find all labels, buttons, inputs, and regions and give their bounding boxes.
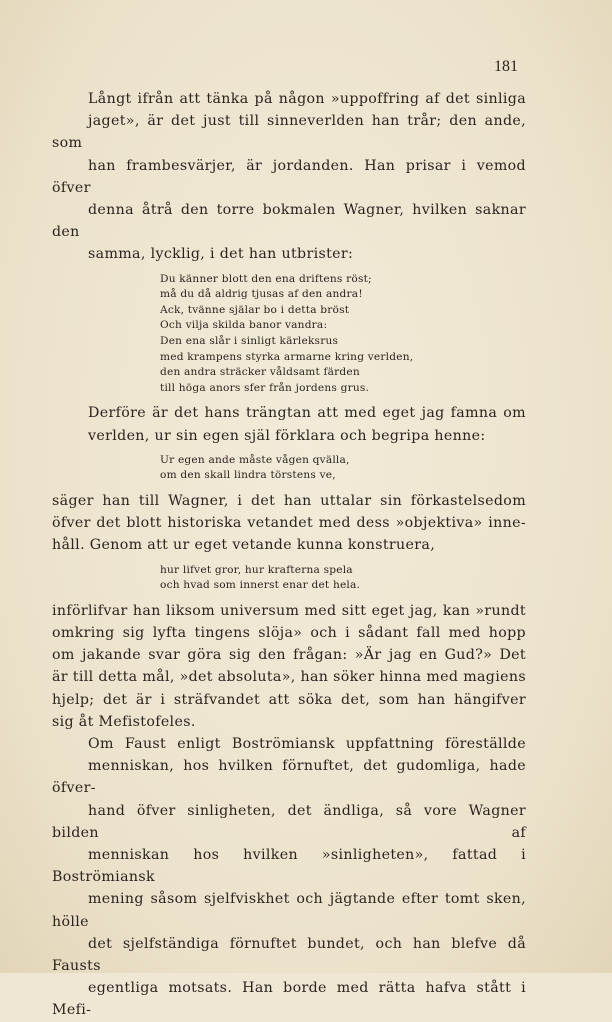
page-number: 181 [494,58,518,75]
text-line: införlifvar han liksom universum med sitt eget jag, kan »rundt [52,602,526,619]
verse-line: Den ena slår i sinligt kärleksrus [160,335,339,347]
paragraph-4 [52,600,526,733]
text-line: det sjelfständiga förnuftet bundet, och han blefve då Fausts [52,935,526,975]
verse-line: Ack, tvänne själar bo i detta bröst [160,303,350,316]
text-line: om jakande svar göra sig den frågan: »Är jag en Gud?» Det [52,647,526,664]
verse-quote-1 [160,272,526,397]
text-line: han frambesvärjer, är jordanden. Han prisar i vemod öfver [52,157,526,196]
verse-line: om den skall lindra törstens ve, [160,469,336,482]
verse-line: och hvad som innerst enar det hela. [160,579,361,592]
verse-line: med krampens styrka armarne kring verlden, [160,350,414,363]
text-line: håll. Genom att ur eget vetande kunna konstruera, [52,537,436,554]
text-line: samma, lycklig, i det han utbrister: [88,246,354,263]
paragraph-2 [52,402,526,446]
verse-line: till höga anors sfer från jordens grus. [160,381,370,394]
body-text [52,88,526,1022]
text-line: Om Faust enligt Boströmiansk uppfattning föreställde [88,735,526,752]
text-line: öfver det blott historiska vetandet med dess »objektiva» inne- [52,515,526,532]
text-line: hjelp; det är i sträfvandet att söka det, som han hängifver [52,691,526,708]
paragraph-5 [52,733,526,1022]
verse-line: Du känner blott den ena driftens röst; [160,272,372,285]
paragraph-3 [52,490,526,557]
text-line: denna åtrå den torre bokmalen Wagner, hvilken saknar den [52,202,526,241]
text-line: menniskan hos hvilken »sinligheten», fattad i Boströmiansk [52,847,526,886]
text-line: egentliga motsats. Han borde med rätta hafva stått i Mefi- [52,980,526,1019]
text-line: omkring sig lyfta tingens slöja» och i sådant fall med hopp [52,624,526,641]
verse-line: Ur egen ande måste vågen qvälla, [160,453,350,466]
verse-line: den andra sträcker våldsamt färden [160,366,360,379]
text-line: Långt ifrån att tänka på någon »uppoffring af det sinliga [88,91,526,107]
verse-line: Och vilja skilda banor vandra: [160,319,328,332]
text-line: säger han till Wagner, i det han uttalar sin förkastelsedom [52,492,526,509]
paragraph-1 [52,88,526,266]
text-line: menniskan, hos hvilken förnuftet, det gudomliga, hade öfver- [52,758,526,797]
text-line: Derföre är det hans trängtan att med eget jag famna om [88,405,526,422]
text-line: sig åt Mefistofeles. [52,713,196,730]
text-line: verlden, ur sin egen själ förklara och begripa henne: [88,427,486,444]
text-line: jaget», är det just till sinneverlden han trår; den ande, som [52,113,526,152]
text-line: är till detta mål, »det absoluta», han söker hinna med magiens [52,669,526,686]
text-line: mening såsom sjelfviskhet och jägtande efter tomt sken, hölle [52,891,526,930]
verse-quote-2 [160,453,526,484]
text-line: hand öfver sinligheten, det ändliga, så vore Wagner bilden af [52,802,526,841]
verse-quote-3 [160,563,526,594]
verse-line: må du då aldrig tjusas af den andra! [160,288,363,301]
verse-line: hur lifvet gror, hur krafterna spela [160,563,353,576]
